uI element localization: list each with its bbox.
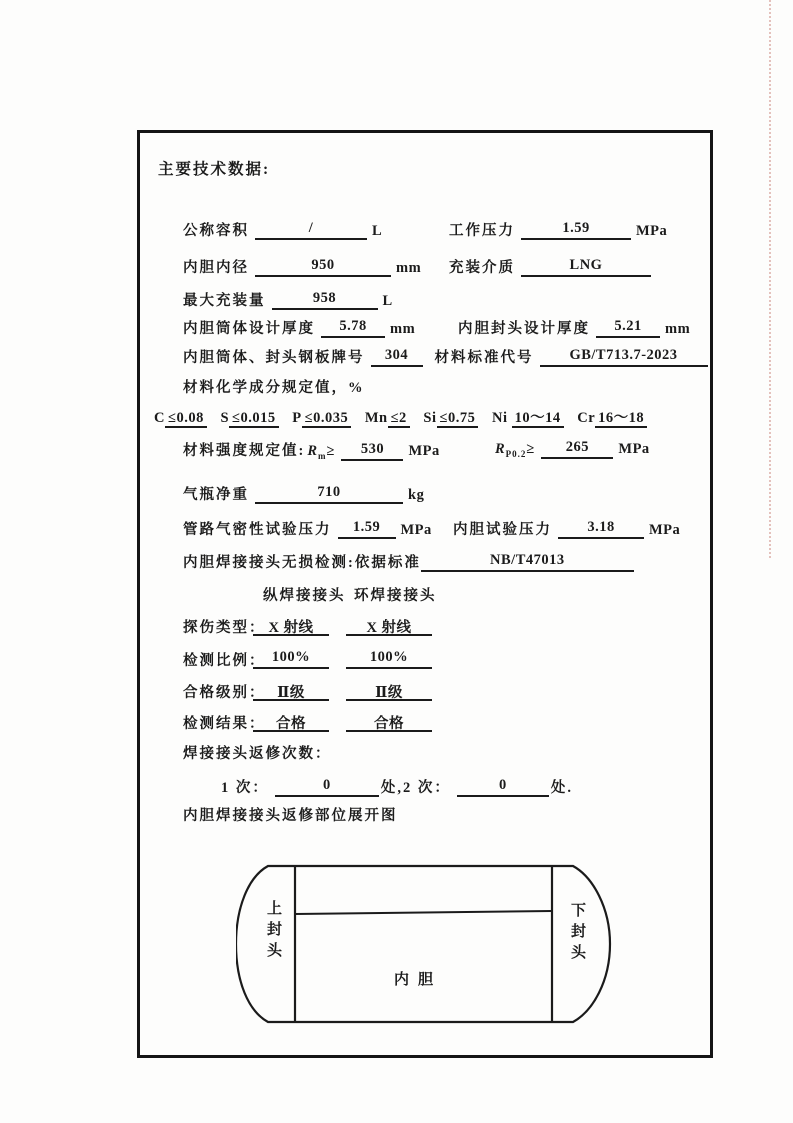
result-longitudinal: 合格 — [253, 712, 329, 732]
tank-outline-drawing — [236, 864, 614, 1024]
row-net-weight — [140, 483, 710, 507]
material-standard-label: 材料标准代号 — [434, 350, 534, 366]
net-weight-label: 气瓶净重 — [183, 487, 249, 503]
working-pressure-value: 1.59 — [521, 220, 631, 240]
result-label: 检测结果： — [183, 716, 266, 732]
ndt-standard-label: 内胆焊接接头无损检测:依据标准 — [183, 555, 421, 571]
row-plate-grade — [140, 346, 710, 370]
liner-inner-diameter-value: 950 — [255, 257, 391, 277]
material-standard-value: GB/T713.7-2023 — [540, 347, 708, 367]
field-net-weight — [183, 483, 424, 504]
flaw-type-label: 探伤类型： — [183, 620, 266, 636]
repair-counts — [221, 776, 573, 797]
ratio-longitudinal: 100% — [253, 649, 329, 669]
shell-thickness-unit: mm — [390, 321, 416, 337]
scan-artifact-line — [769, 0, 771, 558]
field-max-filling — [183, 289, 393, 310]
chem-heading: 材料化学成分规定值，% — [183, 380, 365, 396]
grade-circumferential: Ⅱ级 — [346, 681, 432, 701]
rm-value: 530 — [341, 441, 403, 461]
rp-operator: ≥ — [526, 441, 536, 458]
row-chem-heading — [140, 376, 710, 400]
net-weight-value: 710 — [255, 484, 403, 504]
head-thickness-unit: mm — [665, 321, 691, 337]
repair-once-label: 1 次： — [221, 780, 269, 796]
ratio-label: 检测比例： — [183, 653, 266, 669]
document-border-frame — [137, 130, 713, 1058]
field-ndt-standard — [183, 551, 636, 572]
chemistry-values — [154, 406, 656, 427]
shell-thickness-label: 内胆筒体设计厚度 — [183, 321, 315, 337]
rm-unit: MPa — [408, 443, 440, 459]
chem-C: C ≤0.08 — [154, 410, 207, 426]
field-plate-grade — [183, 346, 710, 367]
page-title: 主要技术数据: — [158, 161, 271, 178]
rm-subscript: m — [318, 450, 327, 461]
ndt-col-circumferential: 环焊接接头 — [354, 588, 437, 604]
chem-Cr: Cr 16～18 — [577, 410, 647, 426]
liner-inner-diameter-unit: mm — [396, 260, 422, 276]
rp-symbol: R — [495, 441, 506, 458]
row-repair-counts — [140, 776, 710, 800]
ndt-row-ratio — [140, 649, 710, 673]
row-ndt-columns — [140, 584, 710, 608]
rp-value: 265 — [541, 439, 613, 459]
field-rp-strength — [493, 439, 650, 459]
ndt-row-flaw-type — [140, 616, 710, 640]
net-weight-unit: kg — [408, 487, 425, 503]
repair-mid-label: 处,2 次： — [380, 780, 451, 796]
nominal-volume-unit: L — [372, 223, 383, 239]
rm-operator: ≥ — [326, 443, 336, 459]
chem-S: S ≤0.015 — [220, 410, 278, 426]
flaw-type-longitudinal: X 射线 — [253, 616, 329, 636]
ndt-row-result — [140, 712, 710, 736]
field-rm-strength — [183, 439, 440, 461]
field-liner-test-pressure — [453, 518, 680, 539]
chem-Mn: Mn ≤2 — [365, 410, 410, 426]
field-head-thickness — [458, 317, 690, 338]
max-filling-value: 958 — [272, 290, 378, 310]
chem-P: P ≤0.035 — [292, 410, 351, 426]
field-nominal-volume — [183, 219, 382, 240]
upper-head-label: 上封头 — [265, 900, 281, 963]
piping-test-pressure-label: 管路气密性试验压力 — [183, 522, 332, 538]
liner-weld-layout-diagram — [236, 864, 614, 1024]
shell-thickness-value: 5.78 — [321, 318, 385, 338]
ratio-circumferential: 100% — [346, 649, 432, 669]
nominal-volume-value: / — [255, 220, 367, 240]
row-max-filling — [140, 289, 710, 313]
max-filling-unit: L — [382, 293, 393, 309]
row-repair-heading — [140, 742, 710, 766]
repair-twice-value: 0 — [457, 777, 549, 797]
row-diagram-heading — [140, 804, 710, 828]
plate-grade-label: 内胆筒体、封头钢板牌号 — [183, 350, 365, 366]
max-filling-label: 最大充装量 — [183, 293, 266, 309]
piping-test-pressure-value: 1.59 — [338, 519, 396, 539]
liner-test-pressure-label: 内胆试验压力 — [453, 522, 552, 538]
filling-medium-value: LNG — [521, 257, 651, 277]
field-working-pressure — [449, 219, 667, 240]
repair-heading: 焊接接头返修次数： — [183, 746, 332, 762]
repair-end-label: 处. — [550, 780, 573, 796]
rp-unit: MPa — [618, 441, 650, 458]
plate-grade-value: 304 — [371, 347, 423, 367]
ndt-row-grade — [140, 681, 710, 705]
repair-once-value: 0 — [275, 777, 379, 797]
liner-test-pressure-value: 3.18 — [558, 519, 644, 539]
rp-subscript: P0.2 — [505, 449, 527, 459]
field-piping-test-pressure — [183, 518, 432, 539]
field-filling-medium — [449, 256, 653, 277]
nominal-volume-label: 公称容积 — [183, 223, 249, 239]
row-test-pressures — [140, 518, 710, 542]
result-circumferential: 合格 — [346, 712, 432, 732]
piping-test-pressure-unit: MPa — [400, 522, 432, 538]
grade-longitudinal: Ⅱ级 — [253, 681, 329, 701]
head-thickness-value: 5.21 — [596, 318, 660, 338]
inner-liner-label: 内胆 — [394, 972, 443, 988]
flaw-type-circumferential: X 射线 — [346, 616, 432, 636]
longitudinal-weld-line — [295, 911, 552, 914]
field-liner-inner-diameter — [183, 256, 421, 277]
row-strength — [140, 439, 710, 463]
rm-symbol: R — [307, 443, 318, 459]
strength-label: 材料强度规定值: — [183, 443, 306, 459]
row-volume-pressure — [140, 219, 710, 243]
row-diameter-medium — [140, 256, 710, 280]
liner-inner-diameter-label: 内胆内径 — [183, 260, 249, 276]
filling-medium-label: 充装介质 — [449, 260, 515, 276]
row-chemistry — [140, 406, 710, 430]
chem-Si: Si ≤0.75 — [423, 410, 478, 426]
ndt-standard-value: NB/T47013 — [421, 552, 634, 572]
ndt-col-longitudinal: 纵焊接接头 — [263, 588, 346, 604]
working-pressure-label: 工作压力 — [449, 223, 515, 239]
row-thickness — [140, 317, 710, 341]
grade-label: 合格级别： — [183, 685, 266, 701]
lower-head-label: 下封头 — [569, 902, 585, 965]
working-pressure-unit: MPa — [636, 223, 668, 239]
liner-test-pressure-unit: MPa — [649, 522, 681, 538]
chem-Ni: Ni 10～14 — [492, 410, 564, 426]
row-ndt-standard — [140, 551, 710, 575]
tank-outline — [236, 866, 610, 1022]
diagram-heading: 内胆焊接接头返修部位展开图 — [183, 808, 398, 824]
field-shell-thickness — [183, 317, 415, 338]
head-thickness-label: 内胆封头设计厚度 — [458, 321, 590, 337]
